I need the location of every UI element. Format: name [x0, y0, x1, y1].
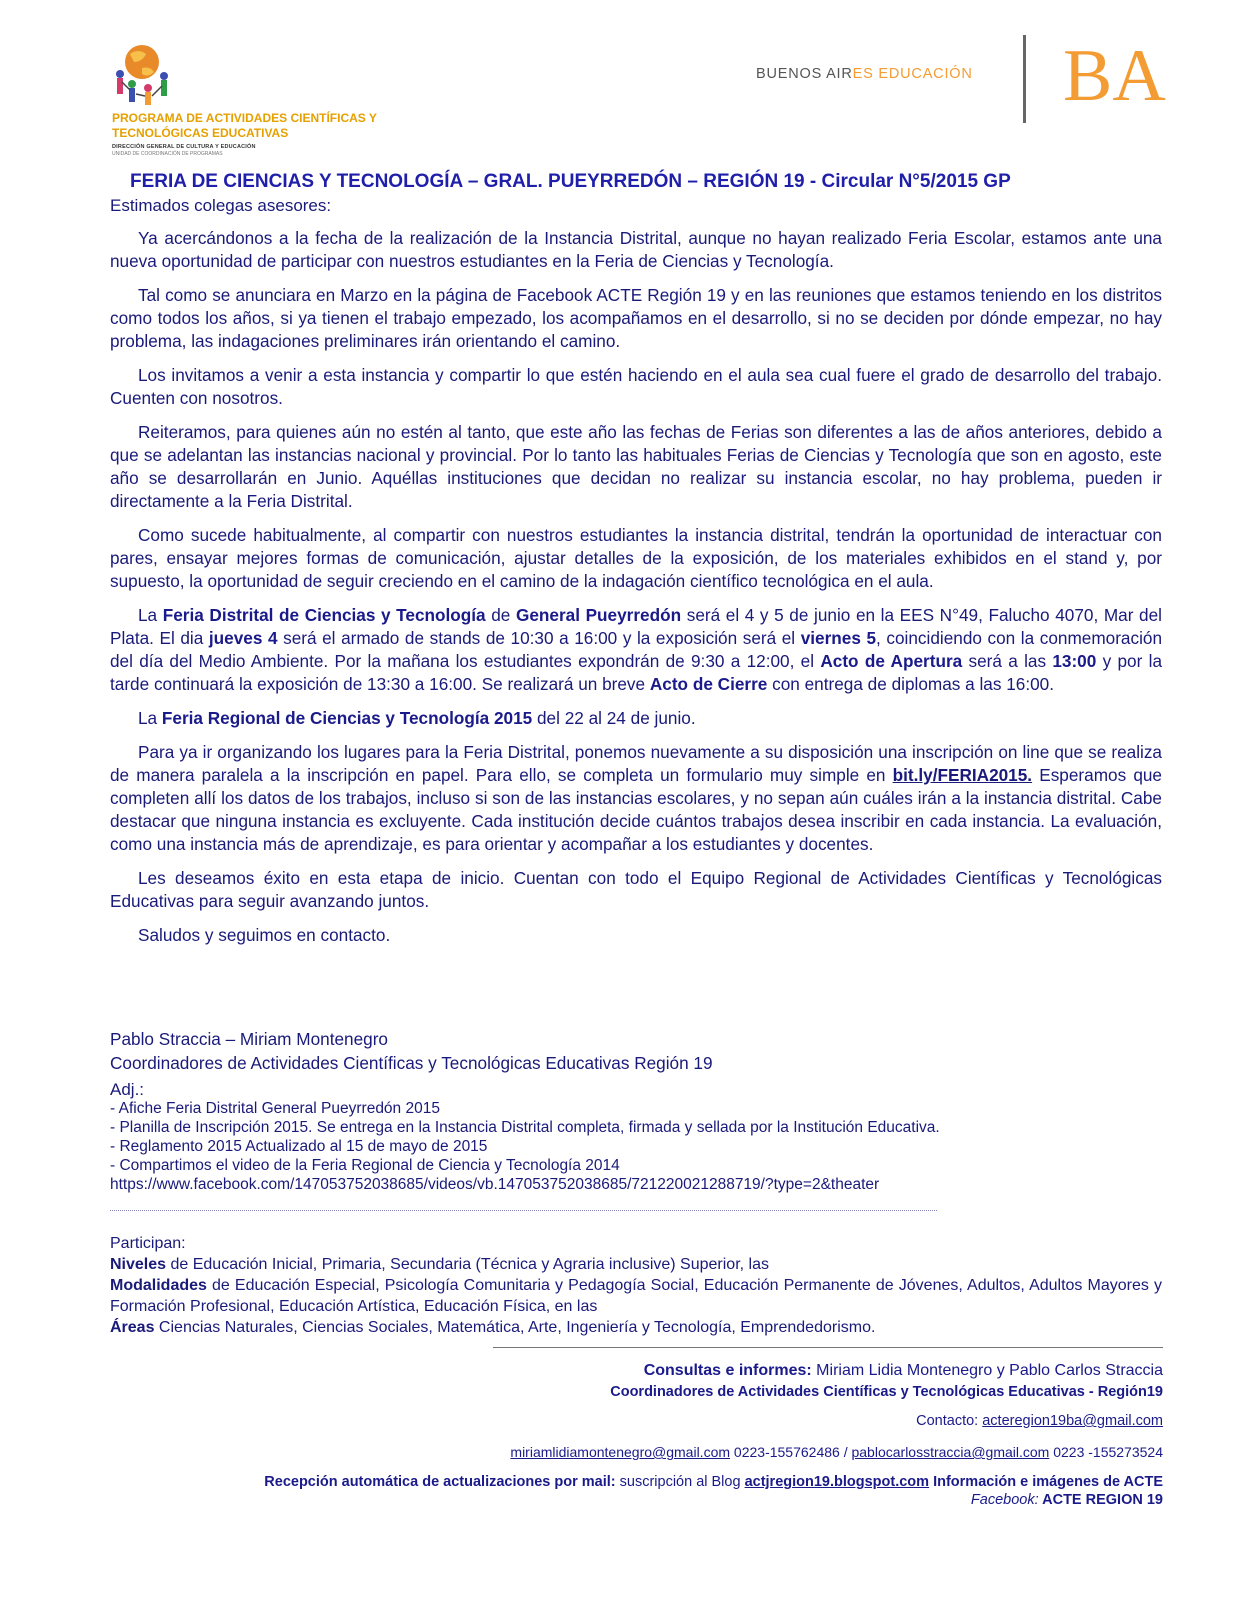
paragraph-6: La Feria Distrital de Ciencias y Tecnología de General Pueyrredón será el 4 y 5 de junio en la EES N°49, Falucho 4070, Mar del Plata. El dia jueves 4 será el armado de stands de 10:30 a 16:00 y la exposición será el viernes 5, coincidiendo con la conmemoración del día del Medio Ambiente. Por la mañana los estudiantes expondrán de 9:30 a 12:00, el Acto de Apertura será a las 13:00 y por la tarde continuará la exposición de 13:30 a 16:00. Se realizará un breve Acto de Cierre con entrega de diplomas a las 16:00. — [110, 605, 1163, 694]
paragraph-7: La Feria Regional de Ciencias y Tecnología 2015 del 22 al 24 de junio. — [138, 708, 696, 728]
signature-names: Pablo Straccia – Miriam Montenegro — [110, 1029, 388, 1049]
circular-title: FERIA DE CIENCIAS Y TECNOLOGÍA – GRAL. PUEYRREDÓN – REGIÓN 19 - Circular N°5/2015 GP — [130, 171, 1011, 192]
consultas-line: Consultas e informes: Miriam Lidia Montenegro y Pablo Carlos Straccia — [643, 1362, 1163, 1379]
greeting: Estimados colegas asesores: — [110, 196, 332, 215]
paragraph-10: Saludos y seguimos en contacto. — [138, 925, 391, 945]
coordinators-line: Coordinadores de Actividades Científicas y Tecnológicas Educativas - Región19 — [610, 1384, 1163, 1400]
footer-divider — [493, 1347, 1163, 1348]
paragraph-8: Para ya ir organizando los lugares para la Feria Distrital, ponemos nuevamente a su disposición una inscripción on line que se realiza de manera paralela a la inscripción en papel. Para ello, se completa un formulario muy simple en bit.ly/FERIA2015. Esperamos que completen allí los datos de los trabajos, incluso si son de las instancias escolares, y no sepan aún cuáles irán a la instancia distrital. Cabe destacar que ninguna instancia es excluyente. Cada institución decide cuántos trabajos desea inscribir en cada instancia. La evaluación, como una instancia más de aprendizaje, es para orientar y acompañar a los estudiantes y docentes. — [110, 742, 1162, 854]
emails-line: miriamlidiamontenegro@gmail.com 0223-155762486 / pablocarlosstraccia@gmail.com 0223 -155273524 — [510, 1444, 1163, 1460]
attachments-heading: Adj.: — [110, 1080, 145, 1099]
facebook-line: Facebook: ACTE REGION 19 — [970, 1492, 1163, 1508]
email2-link[interactable]: pablocarlosstraccia@gmail.com — [851, 1444, 1050, 1460]
ba-logo: BA — [1063, 35, 1166, 117]
niveles-line: Niveles de Educación Inicial, Primaria, Secundaria (Técnica y Agraria inclusive) Superior, las — [110, 1256, 769, 1273]
program-title: PROGRAMA DE ACTIVIDADES CIENTÍFICAS Y TECNOLÓGICAS EDUCATIVAS — [112, 111, 377, 140]
attachments — [110, 1080, 940, 1194]
signature — [110, 1027, 713, 1075]
video-url[interactable]: https://www.facebook.com/147053752038685/videos/vb.147053752038685/721220021288719/?type=2&theater — [110, 1176, 880, 1193]
unit-label: UNIDAD DE COORDINACIÓN DE PROGRAMAS — [112, 151, 223, 157]
paragraph-3: Los invitamos a venir a esta instancia y compartir lo que estén haciendo en el aula sea cual fuere el grado de desarrollo del trabajo. Cuenten con nosotros. — [110, 365, 1162, 408]
paragraph-9: Les deseamos éxito en esta etapa de inicio. Cuentan con todo el Equipo Regional de Actividades Científicas y Tecnológicas Educativas para seguir avanzando juntos. — [110, 868, 1162, 911]
paragraph-1: Ya acercándonos a la fecha de la realización de la Instancia Distrital, aunque no hayan realizado Feria Escolar, estamos ante una nueva oportunidad de participar con nuestros estudiantes en la Feria de Ciencias y Tecnología. — [110, 228, 1162, 271]
attachment-item: - Compartimos el video de la Feria Regional de Ciencia y Tecnología 2014 — [110, 1157, 620, 1174]
attachment-item: - Planilla de Inscripción 2015. Se entrega en la Instancia Distrital completa, firmada y sellada por la Institución Educativa. — [110, 1119, 940, 1136]
participants-heading: Participan: — [110, 1235, 186, 1252]
contact-line: Contacto: acteregion19ba@gmail.com — [916, 1413, 1163, 1429]
children-globe-logo-icon — [112, 40, 172, 108]
areas-line: Áreas Ciencias Naturales, Ciencias Sociales, Matemática, Arte, Ingeniería y Tecnología, Emprendedorismo. — [110, 1319, 876, 1336]
participants — [110, 1233, 1162, 1338]
attachment-item: - Afiche Feria Distrital General Pueyrredón 2015 — [110, 1100, 440, 1117]
buenos-aires-educacion-label: BUENOS AIRES EDUCACIÓN — [756, 66, 973, 82]
paragraph-4: Reiteramos, para quienes aún no estén al tanto, que este año las fechas de Ferias son diferentes a las de años anteriores, debido a que se adelantan las instancias nacional y provincial. Por lo tanto las habituales Ferias de Ciencias y Tecnología que son en agosto, este año se desarrollarán en Junio. Aquéllas instituciones que decidan no realizar su instancia escolar, no hay problema, pueden ir directamente a la Feria Distrital. — [110, 422, 1162, 511]
form-link[interactable]: bit.ly/FERIA2015. — [892, 765, 1033, 785]
dotted-divider — [110, 1210, 937, 1211]
signature-role: Coordinadores de Actividades Científicas y Tecnológicas Educativas Región 19 — [110, 1053, 713, 1073]
auto-updates-line: Recepción automática de actualizaciones por mail: suscripción al Blog actjregion19.blogspot.com Información e imágenes de ACTE — [264, 1474, 1163, 1490]
header-divider — [1023, 35, 1026, 123]
program-logo — [112, 40, 402, 157]
modalidades-line: Modalidades de Educación Especial, Psicología Comunitaria y Pedagogía Social, Educación Permanente de Jóvenes, Adultos, Adultos Mayores y Formación Profesional, Educación Artística, Educación Física, en las — [110, 1277, 1162, 1315]
paragraph-2: Tal como se anunciara en Marzo en la página de Facebook ACTE Región 19 y en las reuniones que estamos teniendo en los distritos como todos los años, si ya tienen el trabajo empezado, los acompañamos en el desarrollo, si no se deciden por dónde empezar, no hay problema, las indagaciones preliminares irán orientando el camino. — [110, 285, 1162, 351]
direction-label: DIRECCIÓN GENERAL DE CULTURA Y EDUCACIÓN — [112, 144, 256, 150]
email1-link[interactable]: miriamlidiamontenegro@gmail.com — [510, 1444, 731, 1460]
attachment-item: - Reglamento 2015 Actualizado al 15 de mayo de 2015 — [110, 1138, 488, 1155]
letter-body — [110, 227, 1162, 958]
blog-link[interactable]: actjregion19.blogspot.com — [744, 1474, 930, 1490]
contact-email-link[interactable]: acteregion19ba@gmail.com — [982, 1413, 1163, 1429]
paragraph-5: Como sucede habitualmente, al compartir con nuestros estudiantes la instancia distrital, tendrán la oportunidad de interactuar con pares, ensayar mejores formas de comunicación, ajustar detalles de la exposición, de los materiales exhibidos en el stand y, por supuesto, la oportunidad de seguir creciendo en el camino de la indagación científico tecnológica en el aula. — [110, 525, 1162, 591]
